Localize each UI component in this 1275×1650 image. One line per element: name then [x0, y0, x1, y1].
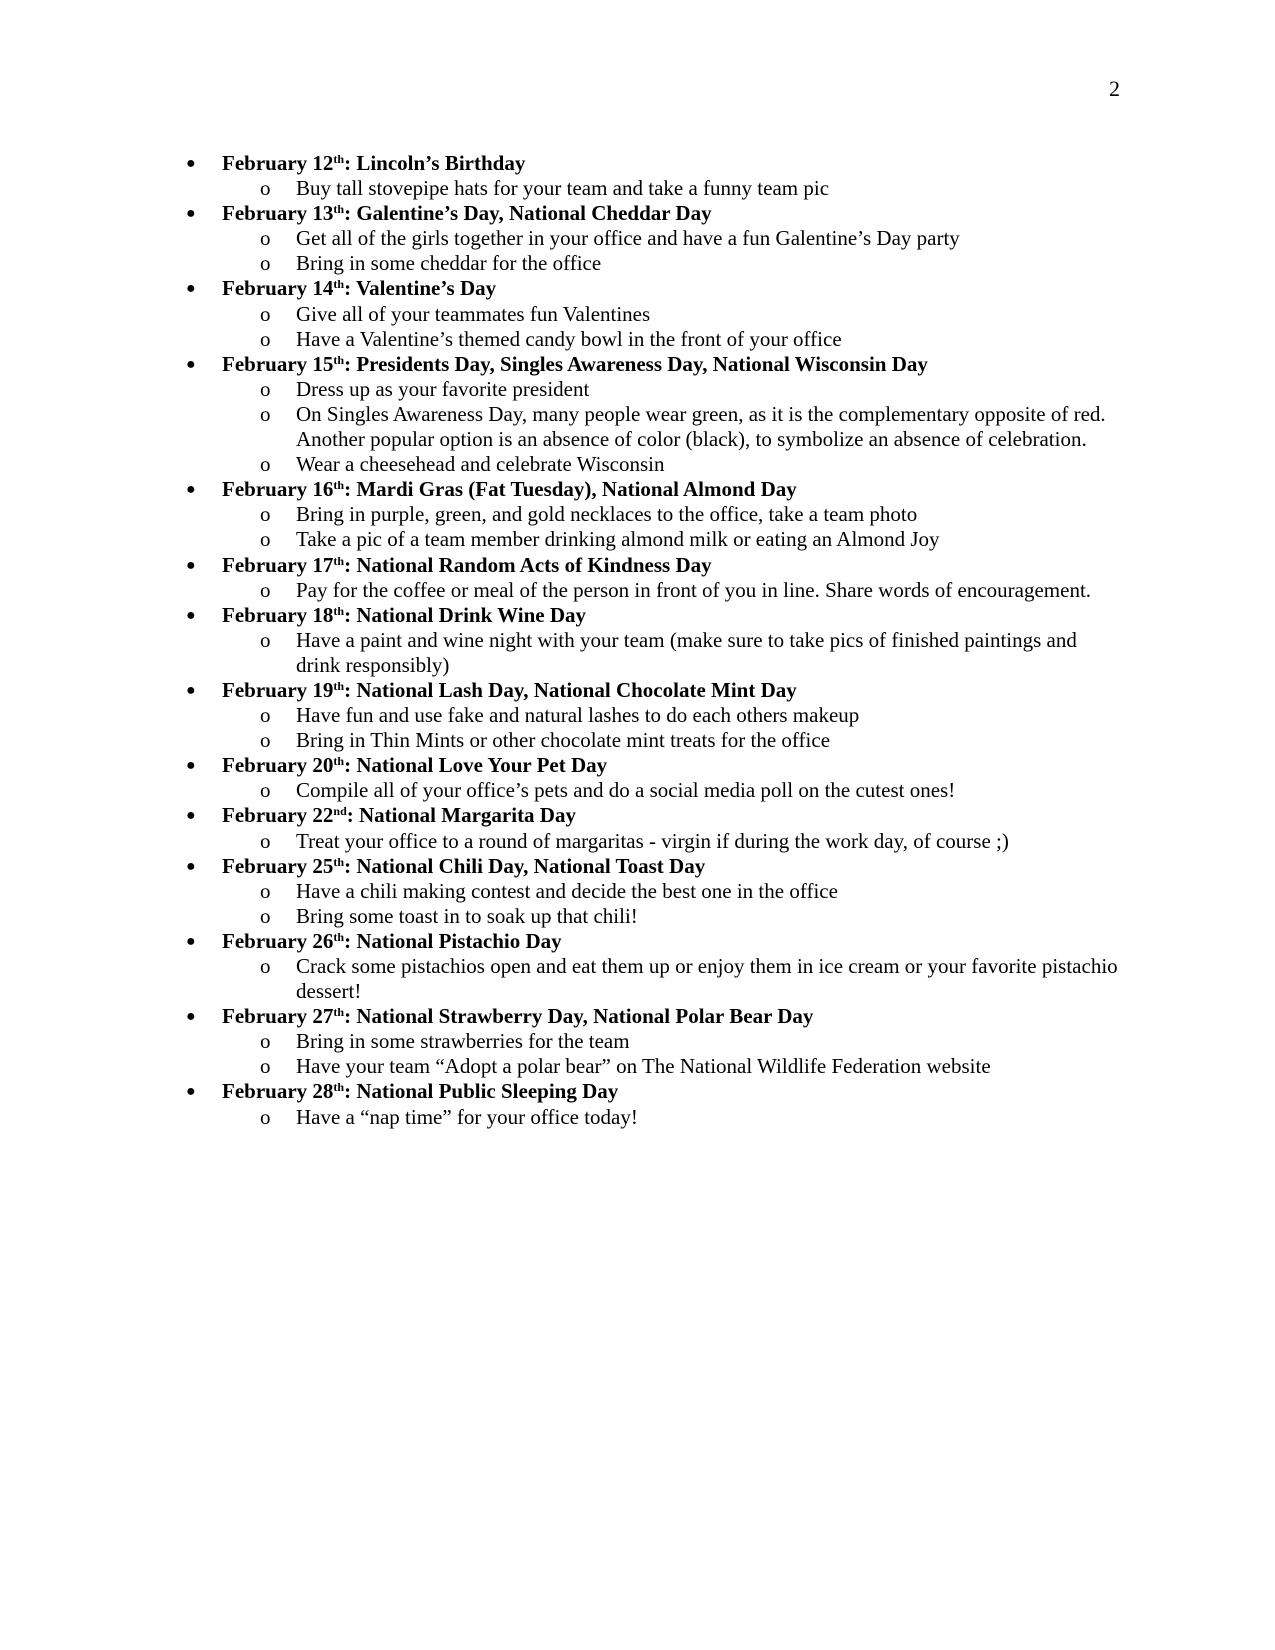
sub-item — [222, 829, 1126, 854]
entry-heading — [222, 854, 1112, 879]
entry-heading — [222, 477, 1112, 502]
entry-date-suffix: th — [333, 553, 345, 568]
sub-item — [222, 879, 1126, 904]
entry-heading — [222, 603, 1112, 628]
list-item — [0, 276, 1112, 351]
sub-item-text: Dress up as your favorite president — [296, 376, 590, 401]
sub-item-text: Get all of the girls together in your office and have a fun Galentine’s Day party — [296, 226, 960, 251]
entry-date-suffix: th — [333, 202, 345, 217]
bullet-icon: ● — [186, 681, 196, 699]
sub-item — [222, 728, 1126, 753]
entry-date-suffix: th — [333, 754, 345, 769]
sub-list — [222, 778, 1112, 803]
entry-date: February 13 — [222, 201, 334, 226]
circle-bullet-icon: o — [260, 502, 271, 527]
sub-item — [222, 302, 1126, 327]
circle-bullet-icon: o — [260, 301, 271, 326]
entry-date: February 20 — [222, 753, 334, 778]
sub-item-text: Treat your office to a round of margaritas - virgin if during the work day, of course ;) — [296, 828, 1009, 853]
entry-events: : Lincoln’s Birthday — [344, 151, 526, 175]
circle-bullet-icon: o — [260, 1054, 271, 1079]
list-item — [0, 753, 1112, 803]
sub-item — [222, 176, 1126, 201]
sub-list — [222, 377, 1112, 477]
entry-date-suffix: th — [333, 678, 345, 693]
entry-heading — [222, 1004, 1112, 1029]
sub-item — [222, 778, 1126, 803]
entry-events: : National Drink Wine Day — [344, 602, 586, 627]
sub-item-text: Buy tall stovepipe hats for your team and take a funny team pic — [296, 176, 830, 201]
circle-bullet-icon: o — [260, 226, 271, 251]
entry-heading — [222, 753, 1112, 778]
entry-heading — [222, 678, 1112, 703]
bullet-icon: ● — [186, 205, 196, 223]
sub-item — [222, 327, 1126, 352]
list-item — [0, 201, 1112, 276]
sub-list — [222, 502, 1112, 552]
sub-item-text: Bring in purple, green, and gold necklaces to the office, take a team photo — [296, 502, 918, 527]
list-item — [0, 352, 1112, 477]
calendar-list — [0, 151, 1275, 1130]
circle-bullet-icon: o — [260, 176, 271, 201]
entry-events: : National Public Sleeping Day — [344, 1079, 619, 1104]
sub-item-text: Have a chili making contest and decide the best one in the office — [296, 878, 838, 903]
entry-events: : National Strawberry Day, National Polar Bear Day — [344, 1004, 814, 1029]
sub-item — [222, 1029, 1126, 1054]
sub-list — [222, 578, 1112, 603]
circle-bullet-icon: o — [260, 401, 271, 426]
sub-item-text: Compile all of your office’s pets and do a social media poll on the cutest ones! — [296, 778, 956, 803]
bullet-icon: ● — [186, 807, 196, 825]
sub-item — [222, 502, 1126, 527]
entry-heading — [222, 352, 1112, 377]
list-item — [0, 803, 1112, 853]
entry-events: : Mardi Gras (Fat Tuesday), National Almond Day — [344, 477, 797, 502]
entry-heading — [222, 553, 1112, 578]
bullet-icon: ● — [186, 355, 196, 373]
sub-item — [222, 452, 1126, 477]
entry-date: February 16 — [222, 477, 334, 502]
sub-item-text: Bring in some cheddar for the office — [296, 251, 602, 276]
entry-date: February 19 — [222, 677, 334, 702]
sub-item-text: Give all of your teammates fun Valentines — [296, 301, 651, 326]
circle-bullet-icon: o — [260, 828, 271, 853]
entry-date-suffix: th — [333, 478, 345, 493]
sub-item — [222, 1054, 1126, 1079]
bullet-icon: ● — [186, 1008, 196, 1026]
circle-bullet-icon: o — [260, 527, 271, 552]
sub-list — [222, 226, 1112, 276]
sub-list — [222, 829, 1112, 854]
sub-item-text: Wear a cheesehead and celebrate Wisconsin — [296, 452, 665, 477]
sub-list — [222, 176, 1112, 201]
sub-item-text: On Singles Awareness Day, many people wear green, as it is the complementary opposite of red. Another popular option is an absence of color (black), to symbolize an absence of celebration. — [296, 401, 1106, 452]
entry-date-suffix: th — [333, 152, 345, 166]
circle-bullet-icon: o — [260, 703, 271, 728]
bullet-icon: ● — [186, 932, 196, 950]
entry-date-suffix: th — [333, 929, 345, 944]
entry-date-suffix: th — [333, 1080, 345, 1095]
entry-date: February 15 — [222, 351, 334, 376]
bullet-icon: ● — [186, 757, 196, 775]
sub-list — [222, 302, 1112, 352]
bullet-icon: ● — [186, 556, 196, 574]
sub-list — [222, 879, 1112, 929]
list-item — [0, 1004, 1112, 1079]
list-item — [0, 553, 1112, 603]
entry-date-suffix: th — [333, 277, 345, 292]
list-item — [0, 603, 1112, 678]
bullet-icon: ● — [186, 280, 196, 298]
entry-date-suffix: th — [333, 854, 345, 869]
circle-bullet-icon: o — [260, 1029, 271, 1054]
entry-date: February 17 — [222, 552, 334, 577]
entry-heading — [222, 276, 1112, 301]
sub-item-text: Have a “nap time” for your office today! — [296, 1104, 638, 1129]
sub-item-text: Take a pic of a team member drinking almond milk or eating an Almond Joy — [296, 527, 940, 552]
circle-bullet-icon: o — [260, 577, 271, 602]
sub-item — [222, 954, 1126, 1004]
circle-bullet-icon: o — [260, 251, 271, 276]
sub-item — [222, 904, 1126, 929]
list-item — [0, 477, 1112, 552]
entry-events: : National Chili Day, National Toast Day — [344, 853, 706, 878]
entry-heading — [222, 151, 1112, 176]
sub-item — [222, 1105, 1126, 1130]
circle-bullet-icon: o — [260, 1104, 271, 1129]
list-item — [0, 678, 1112, 753]
circle-bullet-icon: o — [260, 627, 271, 652]
entry-date-suffix: th — [333, 603, 345, 618]
sub-item-text: Crack some pistachios open and eat them up or enjoy them in ice cream or your favorite pistachio dessert! — [296, 954, 1118, 1004]
entry-date-suffix: th — [333, 1005, 345, 1020]
sub-item-text: Bring in Thin Mints or other chocolate mint treats for the office — [296, 728, 831, 753]
entry-events: : Presidents Day, Singles Awareness Day, National Wisconsin Day — [344, 351, 928, 376]
sub-list — [222, 1029, 1112, 1079]
entry-events: : National Random Acts of Kindness Day — [344, 552, 712, 577]
entry-date: February 25 — [222, 853, 334, 878]
circle-bullet-icon: o — [260, 376, 271, 401]
sub-list — [222, 1105, 1112, 1130]
list-item — [0, 151, 1112, 201]
sub-item — [222, 402, 1126, 452]
sub-item — [222, 578, 1126, 603]
entry-events: : National Love Your Pet Day — [344, 753, 608, 778]
list-item — [0, 1079, 1112, 1129]
sub-item — [222, 377, 1126, 402]
sub-item-text: Have a paint and wine night with your team (make sure to take pics of finished paintings and drink responsibly) — [296, 627, 1077, 677]
list-item — [0, 854, 1112, 929]
sub-item — [222, 226, 1126, 251]
entry-date-suffix: th — [333, 352, 345, 367]
sub-list — [222, 954, 1118, 1004]
entry-events: : Valentine’s Day — [344, 276, 497, 301]
sub-item-text: Pay for the coffee or meal of the person in front of you in line. Share words of encouragement. — [296, 577, 1092, 602]
sub-item-text: Have your team “Adopt a polar bear” on The National Wildlife Federation website — [296, 1054, 991, 1079]
entry-events: : National Margarita Day — [346, 803, 576, 828]
entry-heading — [222, 929, 1112, 954]
circle-bullet-icon: o — [260, 878, 271, 903]
entry-events: : National Lash Day, National Chocolate Mint Day — [344, 677, 797, 702]
entry-heading — [222, 803, 1112, 828]
bullet-icon: ● — [186, 155, 196, 172]
sub-item — [222, 703, 1126, 728]
entry-date: February 22 — [222, 803, 334, 828]
sub-item — [222, 251, 1126, 276]
sub-item — [222, 527, 1126, 552]
page-number: 2 — [1109, 76, 1120, 101]
sub-item — [222, 628, 1126, 678]
entry-date: February 28 — [222, 1079, 334, 1104]
bullet-icon: ● — [186, 606, 196, 624]
circle-bullet-icon: o — [260, 326, 271, 351]
sub-item-text: Have a Valentine’s themed candy bowl in the front of your office — [296, 326, 842, 351]
entry-events: : Galentine’s Day, National Cheddar Day — [344, 201, 712, 226]
sub-list — [222, 628, 1112, 678]
circle-bullet-icon: o — [260, 452, 271, 477]
entry-date: February 14 — [222, 276, 334, 301]
list-item — [0, 928, 1118, 1004]
entry-heading — [222, 1079, 1112, 1104]
sub-list — [222, 703, 1112, 753]
entry-date: February 18 — [222, 602, 334, 627]
entry-date-suffix: nd — [333, 804, 347, 819]
entry-date: February 26 — [222, 928, 334, 953]
sub-item-text: Have fun and use fake and natural lashes to do each others makeup — [296, 703, 860, 728]
sub-item-text: Bring some toast in to soak up that chili! — [296, 903, 638, 928]
entry-events: : National Pistachio Day — [344, 928, 562, 953]
circle-bullet-icon: o — [260, 903, 271, 928]
circle-bullet-icon: o — [260, 954, 271, 978]
entry-date: February 12 — [222, 151, 334, 175]
entry-date: February 27 — [222, 1004, 334, 1029]
circle-bullet-icon: o — [260, 778, 271, 803]
bullet-icon: ● — [186, 1083, 196, 1101]
sub-item-text: Bring in some strawberries for the team — [296, 1029, 630, 1054]
bullet-icon: ● — [186, 481, 196, 499]
entry-heading — [222, 201, 1112, 226]
circle-bullet-icon: o — [260, 728, 271, 753]
bullet-icon: ● — [186, 857, 196, 875]
